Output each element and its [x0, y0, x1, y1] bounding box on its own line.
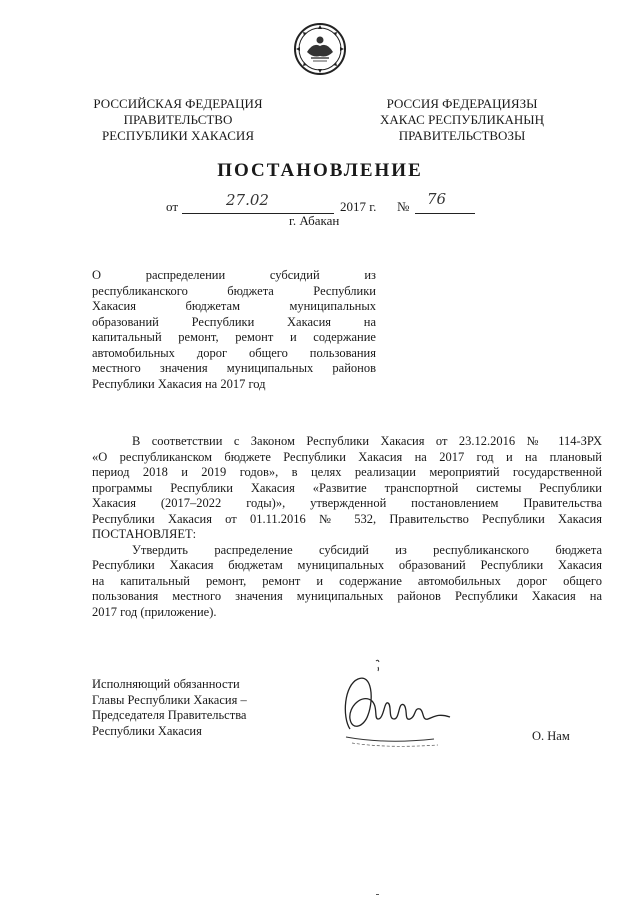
- date-number-line: [0, 190, 640, 228]
- body-text: [92, 434, 602, 620]
- subject-line: республиканского бюджета Республики: [92, 283, 376, 298]
- year-label: 2017 г.: [340, 199, 377, 214]
- body-line: пользования местного значения муниципальных районов Республики Хакасия на: [92, 589, 602, 603]
- date-prefix: от: [166, 199, 179, 214]
- subject-line: капитальный ремонт, ремонт и содержание: [92, 330, 376, 344]
- handwritten-date: 27.02: [226, 191, 269, 209]
- header-right: [362, 96, 562, 144]
- subject-line: автомобильных дорог общего пользования: [92, 345, 376, 360]
- subject-line: О распределении субсидий из: [92, 268, 376, 282]
- city-label: г. Абакан: [289, 213, 340, 228]
- body-line: ПОСТАНОВЛЯЕТ:: [92, 527, 197, 541]
- body-line: Утвердить распределение субсидий из республиканского бюджета: [132, 542, 602, 557]
- subject-line: Хакасия бюджетам муниципальных: [92, 299, 376, 313]
- scan-mark: [376, 894, 379, 895]
- body-line: программы Республики Хакасия «Развитие транспортной системы Республики: [92, 480, 602, 495]
- header-left-line: ПРАВИТЕЛЬСТВО: [123, 112, 233, 127]
- subject-line: местного значения муниципальных районов: [92, 361, 376, 375]
- signatory-line: Главы Республики Хакасия –: [92, 692, 247, 707]
- body-line: В соответствии с Законом Республики Хакасия от 23.12.2016 № 114-ЗРХ: [132, 434, 602, 448]
- signatory-title: [92, 677, 312, 739]
- signatory-name: О. Нам: [532, 729, 570, 743]
- body-line: 2017 год (приложение).: [92, 604, 217, 619]
- signatory-line: Председателя Правительства: [92, 708, 247, 722]
- signatory-line: Республики Хакасия: [92, 723, 202, 738]
- header-left-line: РЕСПУБЛИКИ ХАКАСИЯ: [101, 128, 254, 143]
- subject-line: образований Республики Хакасия на: [92, 314, 376, 329]
- header-right-line: РОССИЯ ФЕДЕРАЦИЯЗЫ: [386, 96, 538, 111]
- header-left: [78, 96, 278, 144]
- body-line: Республики Хакасия от 01.11.2016 № 532, Правительство Республики Хакасия: [92, 511, 602, 526]
- handwritten-number: 76: [427, 190, 447, 208]
- body-line: Хакасия (2017–2022 годы)», утвержденной постановлением Правительства: [92, 496, 602, 510]
- subject-line: Республики Хакасия на 2017 год: [92, 376, 266, 391]
- hakassia-coat-of-arms-icon: [293, 22, 347, 76]
- number-sign: №: [397, 199, 410, 214]
- body-line: период 2018 и 2019 годов», в целях реализации мероприятий государственной: [92, 465, 602, 479]
- document-title: ПОСТАНОВЛЕНИЕ: [217, 160, 423, 181]
- body-line: «О республиканском бюджете Республики Хакасия на 2017 год и на плановый: [92, 449, 602, 464]
- body-line: Республики Хакасия бюджетам муниципальных образований Республики Хакасия: [92, 558, 602, 572]
- header-left-line: РОССИЙСКАЯ ФЕДЕРАЦИЯ: [93, 96, 263, 111]
- header-right-line: ХАКАС РЕСПУБЛИКАНЫҢ: [379, 112, 545, 127]
- header-right-line: ПРАВИТЕЛЬСТВОЗЫ: [398, 128, 526, 143]
- signatory-line: Исполняющий обязанности: [92, 677, 240, 691]
- number-underline: [415, 213, 475, 214]
- subject-block: [92, 268, 376, 392]
- body-line: на капитальный ремонт, ремонт и содержание автомобильных дорог общего: [92, 573, 602, 588]
- handwritten-signature-icon: [338, 657, 468, 757]
